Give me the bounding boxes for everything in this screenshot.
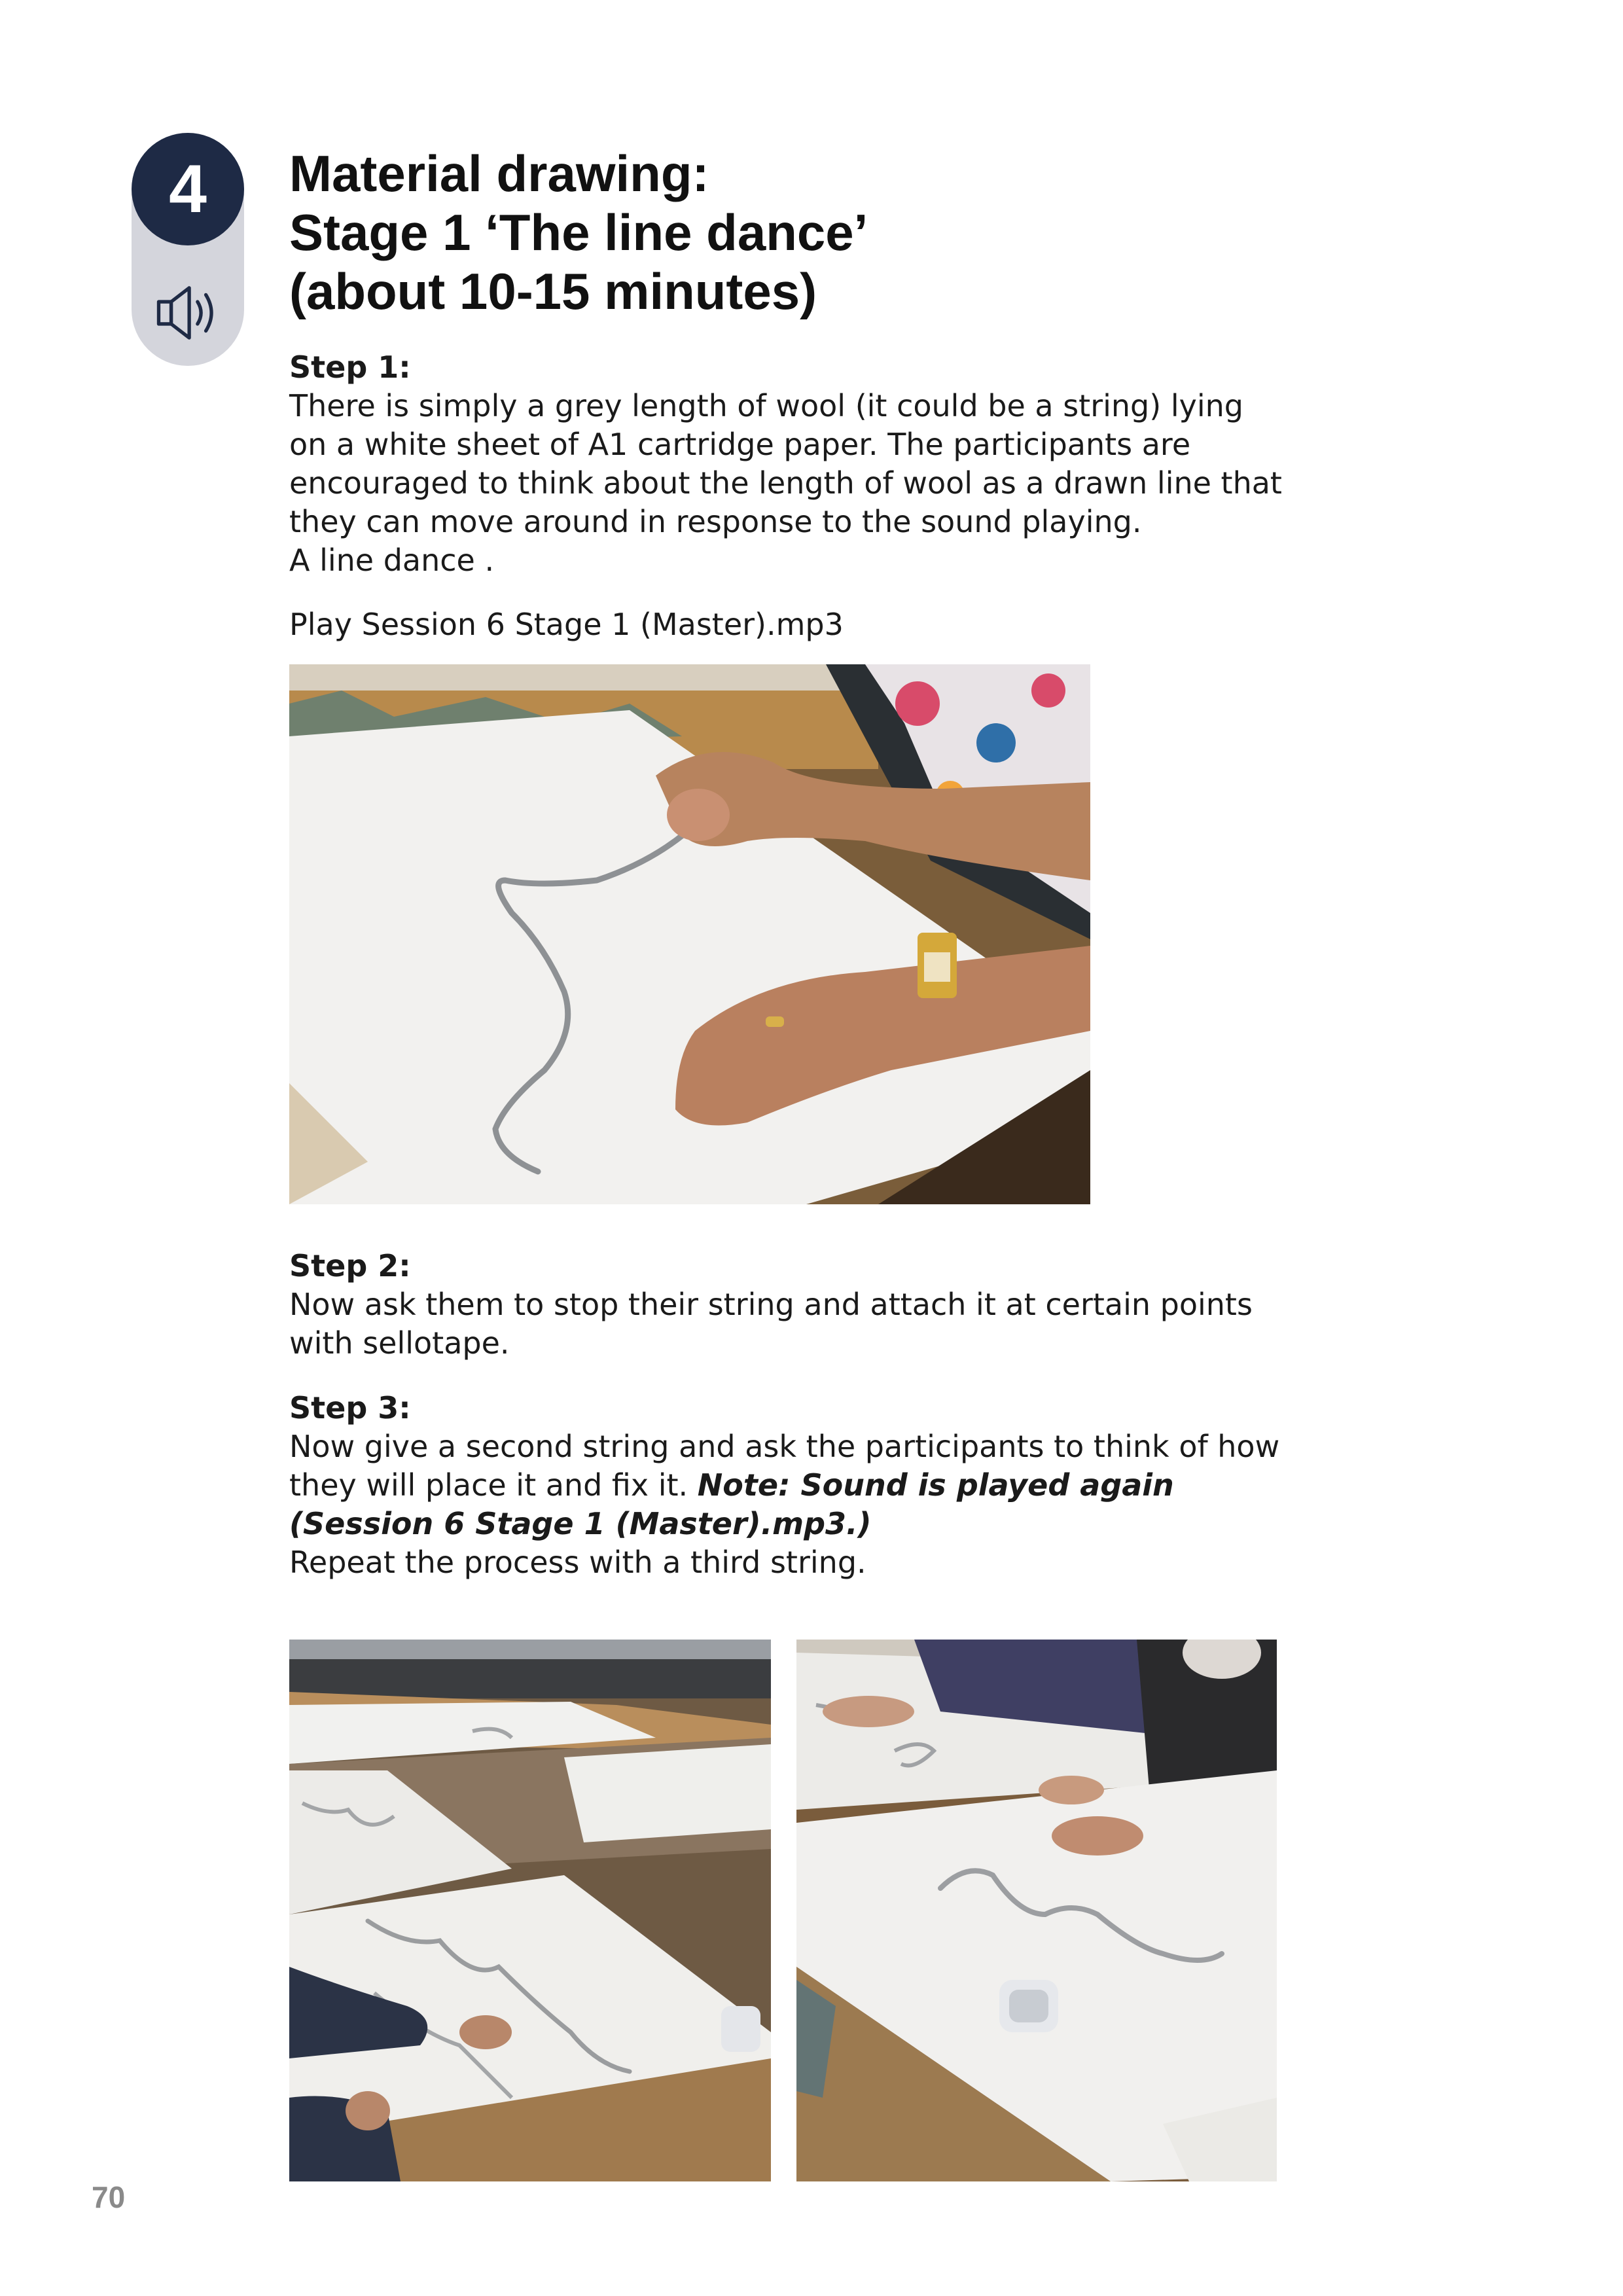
photo-participants-taping xyxy=(796,1640,1277,2181)
photo-line-dance xyxy=(289,664,1090,1204)
title-line-1: Material drawing: xyxy=(289,145,709,202)
play-audio-text: Play Session 6 Stage 1 (Master).mp3 xyxy=(289,607,844,642)
section-badge xyxy=(132,133,244,366)
step-3-heading: Step 3: xyxy=(289,1390,411,1426)
section-number: 4 xyxy=(132,133,244,245)
step-1-line: encouraged to think about the length of wool as a drawn line that xyxy=(289,465,1282,501)
step-2-heading: Step 2: xyxy=(289,1248,411,1283)
speaker-icon[interactable] xyxy=(153,278,223,348)
step-1-line: they can move around in response to the sound playing. xyxy=(289,504,1142,539)
page-number: 70 xyxy=(92,2180,126,2214)
play-instruction xyxy=(289,605,1192,644)
title-line-3: (about 10-15 minutes) xyxy=(289,262,817,320)
step-3-line xyxy=(289,1466,1192,1505)
step-3-line: Repeat the process with a third string. xyxy=(289,1545,866,1580)
step-3-text: they will place it and fix it. xyxy=(289,1467,698,1503)
page-title xyxy=(289,144,868,321)
title-line-2: Stage 1 ‘The line dance’ xyxy=(289,204,868,261)
sound-note: Note: Sound is played again xyxy=(697,1467,1174,1503)
step-1-line: There is simply a grey length of wool (it could be a string) lying xyxy=(289,388,1243,423)
step-2-line: Now ask them to stop their string and attach it at certain points xyxy=(289,1287,1253,1322)
step-3-block xyxy=(289,1389,1280,1582)
step-1-block xyxy=(289,348,1282,580)
step-3-line: Now give a second string and ask the participants to think of how xyxy=(289,1429,1280,1464)
step-1-line: on a white sheet of A1 cartridge paper. The participants are xyxy=(289,427,1191,462)
step-2-block xyxy=(289,1247,1253,1363)
step-1-heading: Step 1: xyxy=(289,350,411,385)
photo-strings-table xyxy=(289,1640,771,2181)
step-1-line: A line dance . xyxy=(289,543,495,578)
step-2-line: with sellotape. xyxy=(289,1325,510,1361)
sound-note-file: (Session 6 Stage 1 (Master).mp3.) xyxy=(289,1506,872,1541)
